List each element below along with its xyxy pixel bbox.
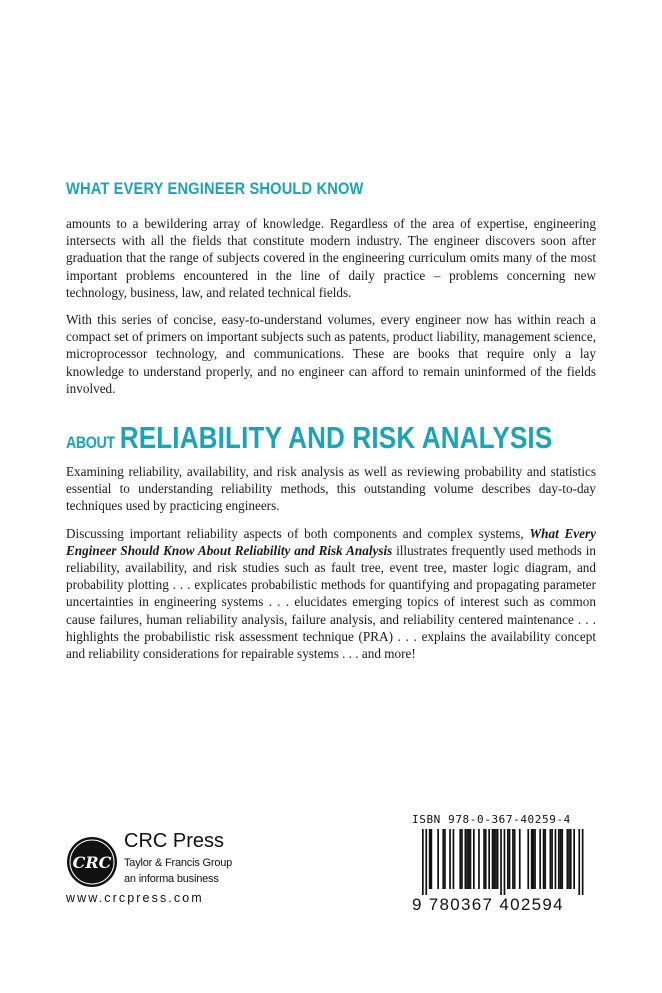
barcode-bar bbox=[493, 829, 495, 889]
barcode-bar bbox=[442, 829, 444, 889]
barcode-bar bbox=[495, 829, 497, 889]
barcode-bar bbox=[567, 829, 569, 889]
barcode bbox=[412, 813, 594, 923]
barcode-bar bbox=[507, 829, 509, 889]
barcode-bar bbox=[519, 829, 521, 889]
barcode-bar bbox=[497, 829, 499, 889]
barcode-bar bbox=[431, 829, 433, 889]
barcode-bar bbox=[551, 829, 553, 889]
publisher-url: www.crcpress.com bbox=[66, 891, 204, 905]
book-paragraph-2-rest: illustrates frequently used methods in reliability, availability, and risk studies such as fault tree, event tree, master logic diagram, and probability plotting . . . explicates probabilistic methods for quantifying and propagating parameter uncertainties in engineering systems . . . elucidates emerging topics of interest such as common cause failures, human reliability analysis, failure analysis, and reliability centered maintenance . . . highlights the probabilistic risk assessment technique (PRA) . . . explains the availability concept and reliability considerations for repairable systems . . . and more! bbox=[66, 542, 596, 662]
barcode-bar bbox=[555, 829, 557, 889]
barcode-bar bbox=[449, 829, 451, 889]
barcode-bar bbox=[570, 829, 572, 889]
barcode-bar bbox=[539, 829, 541, 889]
barcode-bars bbox=[412, 829, 594, 895]
barcode-bar bbox=[550, 829, 552, 889]
barcode-bar bbox=[568, 829, 570, 889]
book-paragraph-2 bbox=[66, 525, 596, 663]
publisher-group: Taylor & Francis Group bbox=[124, 857, 233, 869]
barcode-bar bbox=[478, 829, 480, 889]
book-title-inline: What Every Engineer Should Know About Reliability and Risk Analysis bbox=[66, 525, 596, 558]
book-paragraph-1: Examining reliability, availability, and risk analysis as well as reviewing probability and statistics essential to understanding reliability methods, this outstanding volume describes day-to-day techniques used by practicing engineers. bbox=[66, 464, 596, 514]
barcode-bar bbox=[531, 829, 533, 889]
barcode-bar bbox=[500, 829, 502, 895]
barcode-bar bbox=[444, 829, 446, 889]
barcode-bar bbox=[429, 829, 431, 889]
barcode-bar bbox=[509, 829, 511, 889]
crc-logo-icon bbox=[66, 836, 118, 888]
barcode-bar bbox=[561, 829, 563, 889]
publisher-logo bbox=[66, 830, 276, 910]
logo-text: CRC bbox=[72, 853, 112, 872]
barcode-bar bbox=[437, 829, 439, 889]
barcode-bar bbox=[534, 829, 536, 889]
barcode-bar bbox=[465, 829, 467, 889]
barcode-bar bbox=[514, 829, 516, 889]
barcode-bar bbox=[425, 829, 427, 895]
isbn-label: ISBN 978-0-367-40259-4 bbox=[412, 813, 571, 826]
barcode-bar bbox=[573, 829, 575, 889]
book-title-heading: RELIABILITY AND RISK ANALYSIS bbox=[119, 420, 553, 455]
barcode-bar bbox=[512, 829, 514, 889]
series-paragraph-1: amounts to a bewildering array of knowledge. Regardless of the area of expertise, engineering intersects with all the fields that constitute modern industry. The engineer discovers soon after graduation that the range of subjects covered in the engineering curriculum omits many of the most important problems encountered in the line of daily practice – problems concerning new technology, business, law, and related technical fields. bbox=[66, 216, 596, 300]
barcode-number: 9 780367 402594 bbox=[412, 895, 564, 914]
barcode-bar bbox=[483, 829, 485, 889]
barcode-bar bbox=[504, 829, 506, 895]
barcode-bar bbox=[459, 829, 461, 889]
barcode-bar bbox=[533, 829, 535, 889]
barcode-bar bbox=[558, 829, 560, 889]
barcode-bar bbox=[578, 829, 580, 895]
barcode-bar bbox=[492, 829, 494, 889]
barcode-bar bbox=[560, 829, 562, 889]
barcode-bar bbox=[461, 829, 463, 889]
barcode-bar bbox=[466, 829, 468, 889]
publisher-business: an informa business bbox=[124, 873, 219, 885]
barcode-bar bbox=[488, 829, 490, 889]
about-heading bbox=[66, 420, 552, 456]
barcode-bar bbox=[544, 829, 546, 889]
series-paragraph-2: With this series of concise, easy-to-understand volumes, every engineer now has within reach a compact set of primers on important subjects such as patents, product liability, management science, microprocessor technology, and communications. These are books that require only a lay knowledge to understand properly, and no engineer can afford to remain uninformed of the fields involved. bbox=[66, 312, 596, 396]
barcode-bar bbox=[543, 829, 545, 889]
barcode-bar bbox=[527, 829, 529, 889]
barcode-bar bbox=[485, 829, 487, 889]
barcode-bar bbox=[422, 829, 424, 895]
barcode-bar bbox=[473, 829, 475, 889]
barcode-bar bbox=[582, 829, 584, 895]
book-description bbox=[66, 463, 596, 672]
barcode-bar bbox=[470, 829, 472, 889]
publisher-name: CRC Press bbox=[124, 830, 225, 852]
barcode-bar bbox=[468, 829, 470, 889]
series-description bbox=[66, 215, 596, 407]
book-paragraph-2-lead: Discussing important reliability aspects of both components and complex systems, bbox=[66, 525, 530, 541]
barcode-bar bbox=[453, 829, 455, 889]
about-prefix: ABOUT bbox=[66, 433, 115, 452]
series-heading: WHAT EVERY ENGINEER SHOULD KNOW bbox=[66, 179, 364, 198]
